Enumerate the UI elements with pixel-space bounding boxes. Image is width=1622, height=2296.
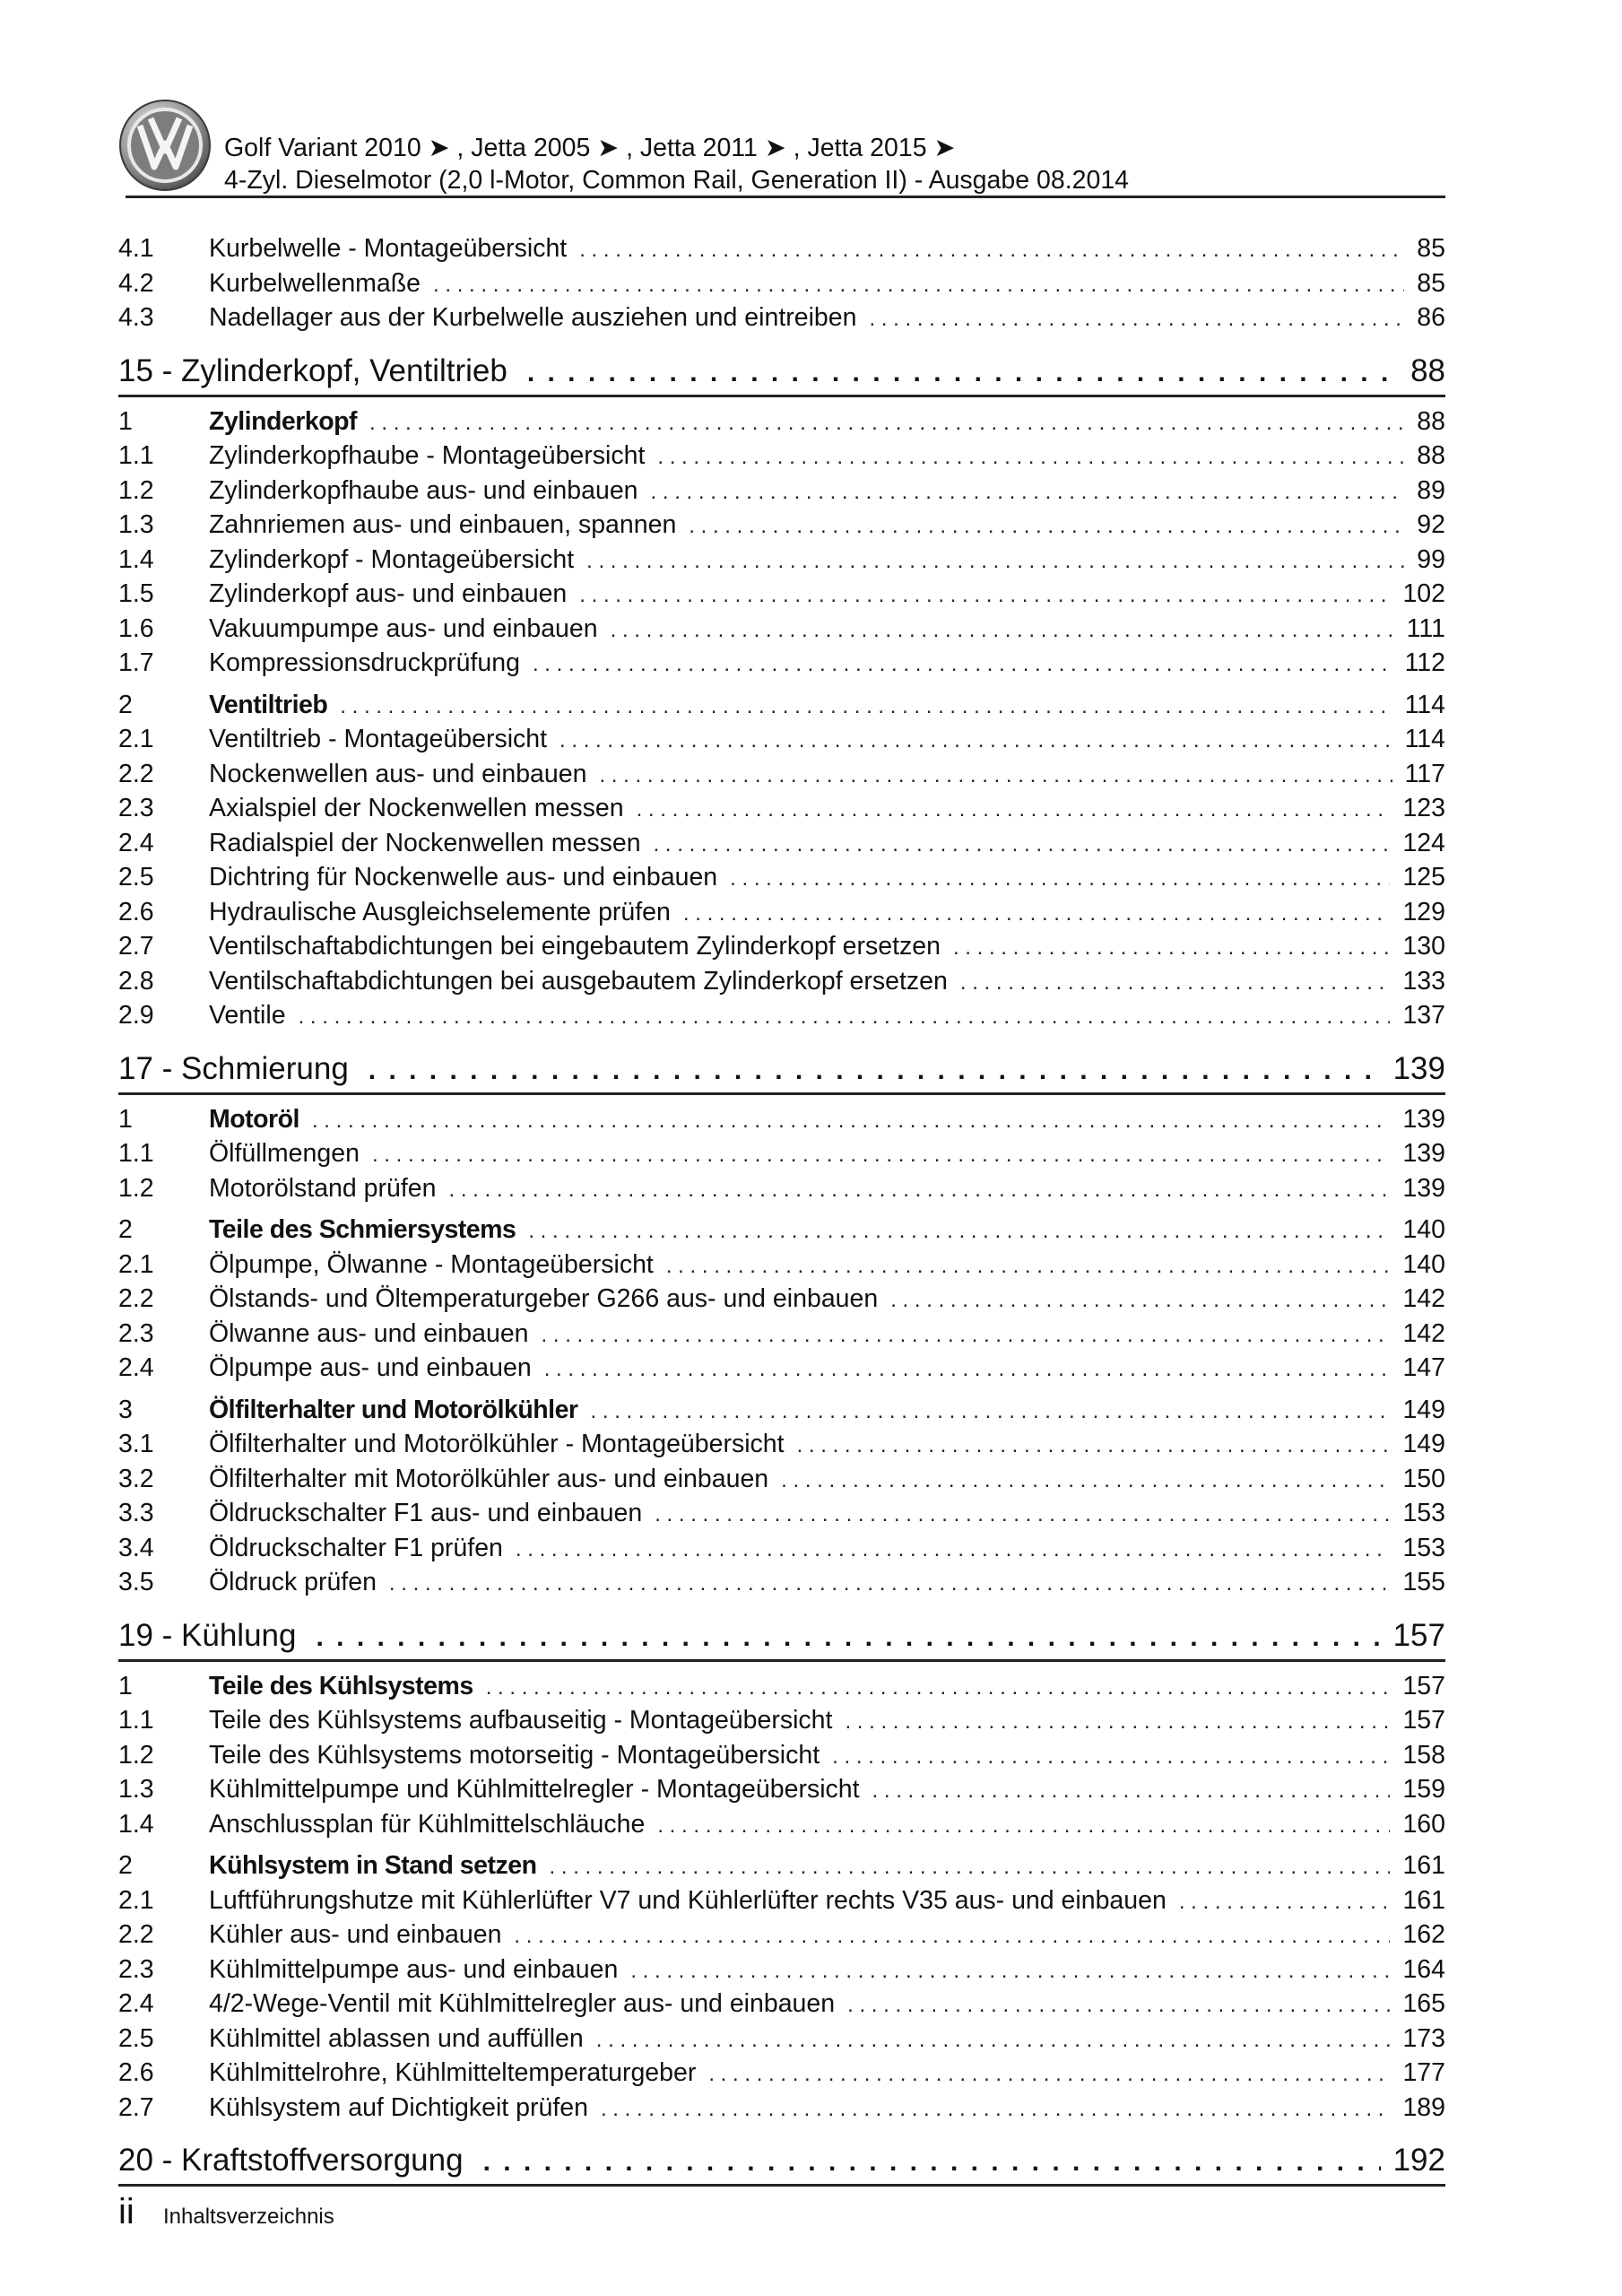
toc-entry-page: 165 (1402, 1989, 1445, 2018)
chapter-page: 192 (1392, 2143, 1445, 2178)
dot-leader (596, 2023, 1391, 2058)
dot-leader (483, 2141, 1381, 2184)
toc-entry-number: 1 (118, 1671, 133, 1700)
toc-entry (118, 1427, 1445, 1462)
dot-leader (312, 1104, 1390, 1139)
toc-entry (118, 1531, 1445, 1566)
toc-entry-title: Kurbelwellenmaße (209, 268, 421, 298)
dot-leader (781, 1464, 1390, 1499)
toc-entry-title: Kühlsystem auf Dichtigkeit prüfen (209, 2092, 588, 2122)
toc-entry-page: 153 (1402, 1533, 1445, 1562)
toc-section (118, 1393, 1445, 1428)
toc-entry-page: 123 (1402, 794, 1445, 822)
toc-entry-page: 86 (1417, 303, 1445, 332)
toc-entry-number: 1.4 (118, 544, 154, 574)
toc-entry-page: 177 (1402, 2058, 1445, 2087)
page-header (118, 99, 1444, 199)
footer-page-number: ii (118, 2192, 134, 2231)
header-vehicle-models: Golf Variant 2010 ➤ , Jetta 2005 ➤ , Jetta 2011 ➤ , Jetta 2015 ➤ (224, 134, 956, 162)
header-divider (126, 196, 1445, 198)
toc-entry-title: Kühlsystem in Stand setzen (209, 1851, 537, 1880)
toc-entry-number: 2.7 (118, 932, 154, 961)
dot-leader (832, 1740, 1390, 1775)
toc-entry-page: 160 (1402, 1809, 1445, 1839)
toc-entry-title: Kühlmittelpumpe und Kühlmittelregler - Montageübersicht (209, 1775, 860, 1804)
toc-entry (118, 860, 1445, 895)
toc-entry-number: 2.7 (118, 2092, 154, 2122)
toc-entry-number: 2 (118, 690, 133, 719)
chapter-page: 88 (1410, 352, 1445, 388)
toc-entry-page: 150 (1402, 1464, 1445, 1493)
toc-entry-number: 2.9 (118, 1001, 154, 1030)
toc-entry-page: 130 (1402, 932, 1445, 961)
chapter-heading (118, 1614, 1445, 1657)
toc-entry-number: 2.8 (118, 966, 154, 996)
dot-leader (601, 2092, 1390, 2127)
dot-leader (559, 724, 1392, 759)
toc-entry (118, 231, 1445, 266)
toc-entry (118, 1317, 1445, 1352)
toc-entry-page: 139 (1402, 1139, 1445, 1168)
toc-entry-page: 164 (1402, 1954, 1445, 1984)
toc-entry-title: Vakuumpumpe aus- und einbauen (209, 613, 598, 643)
dot-leader (486, 1671, 1391, 1706)
table-of-contents (118, 231, 1445, 2192)
toc-section (118, 1848, 1445, 1883)
dot-leader (651, 475, 1405, 510)
dot-leader (340, 690, 1392, 725)
toc-entry-title: Ölfilterhalter mit Motorölkühler aus- und einbauen (209, 1464, 769, 1493)
toc-entry-title: Ölfüllmengen (209, 1139, 360, 1168)
dot-leader (528, 1214, 1390, 1249)
toc-entry-page: 161 (1402, 1885, 1445, 1915)
toc-entry-page: 140 (1402, 1215, 1445, 1244)
toc-entry-number: 1 (118, 1104, 133, 1134)
toc-entry-page: 155 (1402, 1568, 1445, 1596)
toc-entry-title: Zahnriemen aus- und einbauen, spannen (209, 510, 677, 539)
toc-entry-title: Dichtring für Nockenwelle aus- und einbauen (209, 863, 718, 891)
toc-entry-number: 2.2 (118, 1920, 154, 1949)
chapter-heading (118, 1048, 1445, 1091)
toc-entry-title: Motorölstand prüfen (209, 1173, 437, 1203)
toc-entry (118, 1248, 1445, 1283)
toc-entry-title: Öldruckschalter F1 aus- und einbauen (209, 1499, 643, 1527)
chapter-divider (118, 2184, 1445, 2187)
toc-entry-number: 2.6 (118, 897, 154, 926)
toc-entry-page: 88 (1417, 406, 1445, 436)
toc-entry-title: Ventile (209, 1001, 286, 1030)
toc-entry-page: 133 (1402, 966, 1445, 996)
toc-entry-page: 124 (1402, 828, 1445, 857)
toc-entry (118, 1496, 1445, 1531)
toc-entry-page: 85 (1417, 234, 1445, 263)
toc-entry-number: 1.2 (118, 1740, 154, 1770)
footer-label: Inhaltsverzeichnis (163, 2205, 334, 2229)
toc-entry (118, 1987, 1445, 2022)
chapter-title: 20 - Kraftstoffversorgung (118, 2143, 464, 2178)
toc-entry-number: 1.6 (118, 613, 154, 643)
toc-entry (118, 1136, 1445, 1171)
dot-leader (514, 1919, 1390, 1954)
dot-leader (655, 1498, 1390, 1533)
dot-leader (657, 440, 1404, 475)
chapter-heading (118, 2139, 1445, 2182)
dot-leader (708, 2057, 1390, 2092)
toc-entry-title: Hydraulische Ausgleichselemente prüfen (209, 897, 671, 926)
toc-entry-page: 111 (1406, 613, 1445, 643)
toc-entry-number: 2.5 (118, 863, 154, 891)
toc-entry-number: 2 (118, 1851, 133, 1880)
toc-chapter (118, 1614, 1445, 2126)
dot-leader (611, 613, 1394, 648)
dot-leader (579, 578, 1390, 613)
toc-entry (118, 1462, 1445, 1497)
toc-entry-title: Kühlmittelpumpe aus- und einbauen (209, 1954, 619, 1984)
toc-entry-page: 85 (1417, 268, 1445, 298)
toc-entry-number: 3 (118, 1395, 133, 1424)
toc-entry-number: 2.3 (118, 1954, 154, 1984)
dot-leader (533, 648, 1392, 683)
toc-entry-title: Ventiltrieb - Montageübersicht (209, 725, 548, 753)
dot-leader (369, 406, 1404, 441)
dot-leader (869, 302, 1404, 337)
toc-entry-page: 99 (1417, 544, 1445, 574)
toc-entry-title: Kühlmittelrohre, Kühlmitteltemperaturgeber (209, 2058, 697, 2087)
toc-entry-page: 102 (1402, 579, 1445, 608)
toc-entry-title: Teile des Kühlsystems motorseitig - Montageübersicht (209, 1740, 820, 1770)
toc-entry (118, 1883, 1445, 1918)
toc-entry-title: Teile des Kühlsystems aufbauseitig - Montageübersicht (209, 1706, 833, 1735)
toc-entry (118, 474, 1445, 509)
toc-entry-page: 112 (1404, 648, 1445, 677)
toc-entry-title: Nadellager aus der Kurbelwelle ausziehen und eintreiben (209, 303, 857, 332)
vw-logo-icon (118, 99, 212, 192)
dot-leader (654, 828, 1391, 863)
toc-entry-title: Zylinderkopf - Montageübersicht (209, 544, 575, 574)
toc-entry-title: Zylinderkopf (209, 406, 358, 436)
header-engine-edition: 4-Zyl. Dieselmotor (2,0 l-Motor, Common Rail, Generation II) - Ausgabe 08.2014 (224, 166, 1130, 195)
toc-entry (118, 646, 1445, 681)
toc-entry-title: Ölfilterhalter und Motorölkühler - Montageübersicht (209, 1430, 785, 1458)
toc-entry (118, 577, 1445, 612)
toc-entry (118, 612, 1445, 647)
dot-leader (683, 897, 1391, 932)
chapter-divider (118, 1092, 1445, 1095)
toc-entry-title: Ventilschaftabdichtungen bei ausgebautem Zylinderkopf ersetzen (209, 966, 948, 996)
toc-entry-number: 1.3 (118, 510, 154, 539)
dot-leader (542, 1318, 1391, 1353)
dot-leader (433, 268, 1404, 303)
toc-entry (118, 895, 1445, 930)
toc-entry-title: Teile des Kühlsystems (209, 1671, 473, 1700)
dot-leader (730, 862, 1390, 897)
toc-entry-title: Öldruckschalter F1 prüfen (209, 1533, 503, 1562)
toc-entry-number: 1.2 (118, 475, 154, 505)
toc-continued-entries (118, 231, 1445, 335)
toc-entry-number: 1.1 (118, 1706, 154, 1735)
toc-entry-number: 2.5 (118, 2023, 154, 2053)
dot-leader (890, 1283, 1390, 1318)
dot-leader (960, 966, 1391, 1001)
dot-leader (316, 1616, 1380, 1659)
toc-entry-number: 1.1 (118, 1139, 154, 1168)
toc-entry-page: 114 (1404, 690, 1445, 719)
dot-leader (657, 1809, 1390, 1844)
dot-leader (369, 1049, 1381, 1092)
toc-entry (118, 2091, 1445, 2126)
toc-chapters (118, 350, 1445, 2187)
toc-entry-title: Ventilschaftabdichtungen bei eingebautem Zylinderkopf ersetzen (209, 932, 941, 961)
toc-entry-number: 2.2 (118, 1284, 154, 1313)
toc-entry-page: 161 (1402, 1851, 1445, 1880)
chapter-heading (118, 350, 1445, 393)
toc-entry-number: 1.7 (118, 648, 154, 677)
toc-entry-title: Ölstands- und Öltemperaturgeber G266 aus- und einbauen (209, 1284, 879, 1313)
chapter-title: 15 - Zylinderkopf, Ventiltrieb (118, 352, 507, 388)
toc-entry-page: 125 (1402, 863, 1445, 891)
dot-leader (630, 1954, 1390, 1989)
toc-entry (118, 508, 1445, 543)
toc-entry-title: Ölfilterhalter und Motorölkühler (209, 1395, 578, 1424)
chapter-title: 17 - Schmierung (118, 1050, 349, 1086)
dot-leader (299, 1000, 1391, 1035)
toc-entry (118, 2022, 1445, 2057)
dot-leader (372, 1138, 1391, 1173)
toc-entry-number: 4.2 (118, 268, 154, 298)
toc-entry (118, 722, 1445, 757)
dot-leader (599, 759, 1392, 794)
toc-entry-page: 140 (1402, 1249, 1445, 1279)
dot-leader (953, 931, 1390, 966)
toc-entry (118, 1952, 1445, 1987)
toc-entry-number: 2.1 (118, 725, 154, 753)
toc-entry (118, 1772, 1445, 1807)
toc-section (118, 688, 1445, 723)
toc-entry-number: 3.4 (118, 1533, 154, 1562)
toc-entry-title: Kühler aus- und einbauen (209, 1920, 502, 1949)
toc-entry-number: 2.4 (118, 1353, 154, 1382)
toc-entry (118, 1171, 1445, 1206)
toc-entry-number: 2.1 (118, 1885, 154, 1915)
toc-section (118, 1669, 1445, 1704)
dot-leader (845, 1705, 1390, 1740)
toc-entry-number: 2 (118, 1215, 133, 1244)
toc-entry-number: 4.3 (118, 303, 154, 332)
toc-entry-number: 1 (118, 406, 133, 436)
toc-entry (118, 998, 1445, 1033)
toc-entry-page: 173 (1402, 2023, 1445, 2053)
toc-entry (118, 1807, 1445, 1842)
chapter-entries (118, 1102, 1445, 1600)
chapter-page: 139 (1392, 1050, 1445, 1086)
toc-entry-page: 162 (1402, 1920, 1445, 1949)
dot-leader (516, 1533, 1391, 1568)
toc-entry (118, 1565, 1445, 1600)
toc-entry (118, 2056, 1445, 2091)
toc-entry (118, 964, 1445, 999)
toc-entry-title: Ölpumpe, Ölwanne - Montageübersicht (209, 1249, 654, 1279)
toc-entry-number: 3.5 (118, 1568, 154, 1596)
toc-entry-number: 1.1 (118, 441, 154, 470)
dot-leader (591, 1395, 1391, 1430)
toc-entry (118, 300, 1445, 335)
dot-leader (666, 1249, 1391, 1284)
toc-entry-number: 2.2 (118, 759, 154, 788)
chapter-divider (118, 1659, 1445, 1662)
toc-entry (118, 791, 1445, 826)
toc-entry (118, 1282, 1445, 1317)
toc-entry-title: Zylinderkopfhaube aus- und einbauen (209, 475, 638, 505)
toc-entry-title: Kurbelwelle - Montageübersicht (209, 234, 568, 263)
toc-entry-number: 2.3 (118, 794, 154, 822)
toc-entry-title: Öldruck prüfen (209, 1568, 377, 1596)
chapter-entries (118, 1669, 1445, 2126)
toc-entry-title: Radialspiel der Nockenwellen messen (209, 828, 641, 857)
toc-entry-title: Ölpumpe aus- und einbauen (209, 1353, 532, 1382)
toc-entry-number: 3.1 (118, 1430, 154, 1458)
toc-entry-number: 1.2 (118, 1173, 154, 1203)
toc-entry-number: 4.1 (118, 234, 154, 263)
toc-entry-page: 153 (1402, 1499, 1445, 1527)
toc-entry-title: Ventiltrieb (209, 690, 328, 719)
toc-entry-page: 149 (1402, 1430, 1445, 1458)
toc-chapter (118, 2139, 1445, 2187)
chapter-divider (118, 395, 1445, 397)
dot-leader (389, 1567, 1391, 1602)
dot-leader (579, 233, 1404, 268)
toc-entry-title: Motoröl (209, 1104, 299, 1134)
toc-entry-title: Ölwanne aus- und einbauen (209, 1318, 529, 1348)
toc-entry-number: 2.6 (118, 2058, 154, 2087)
toc-entry-title: Luftführungshutze mit Kühlerlüfter V7 und Kühlerlüfter rechts V35 aus- und einbauen (209, 1885, 1167, 1915)
toc-entry-number: 1.5 (118, 579, 154, 608)
toc-entry (118, 1738, 1445, 1773)
toc-entry-number: 2.4 (118, 1989, 154, 2018)
toc-entry-page: 139 (1402, 1104, 1445, 1134)
dot-leader (847, 1988, 1390, 2023)
toc-entry-number: 2.1 (118, 1249, 154, 1279)
dot-leader (544, 1352, 1391, 1387)
toc-entry (118, 439, 1445, 474)
toc-entry-title: Teile des Schmiersystems (209, 1215, 516, 1244)
toc-entry-title: 4/2-Wege-Ventil mit Kühlmittelregler aus- und einbauen (209, 1989, 836, 2018)
toc-entry-page: 92 (1417, 510, 1445, 539)
toc-section (118, 404, 1445, 439)
toc-entry (118, 757, 1445, 792)
toc-section (118, 1102, 1445, 1137)
toc-entry (118, 1918, 1445, 1952)
toc-entry-page: 114 (1404, 725, 1445, 753)
toc-entry-page: 137 (1402, 1001, 1445, 1030)
toc-entry (118, 266, 1445, 301)
toc-entry-page: 189 (1402, 2092, 1445, 2122)
toc-entry-title: Axialspiel der Nockenwellen messen (209, 794, 624, 822)
toc-entry (118, 543, 1445, 578)
toc-entry (118, 1703, 1445, 1738)
toc-entry-title: Anschlussplan für Kühlmittelschläuche (209, 1809, 646, 1839)
toc-entry-page: 89 (1417, 475, 1445, 505)
toc-entry (118, 826, 1445, 861)
toc-entry-page: 158 (1402, 1740, 1445, 1770)
toc-entry-page: 159 (1402, 1775, 1445, 1804)
toc-entry-title: Kühlmittel ablassen und auffüllen (209, 2023, 584, 2053)
toc-entry-page: 149 (1402, 1395, 1445, 1424)
dot-leader (689, 509, 1404, 544)
toc-entry-number: 1.4 (118, 1809, 154, 1839)
dot-leader (872, 1774, 1391, 1809)
dot-leader (550, 1850, 1391, 1885)
toc-section (118, 1213, 1445, 1248)
toc-chapter (118, 350, 1445, 1033)
toc-entry-number: 3.2 (118, 1464, 154, 1493)
toc-entry-page: 157 (1402, 1671, 1445, 1700)
toc-entry-number: 1.3 (118, 1775, 154, 1804)
chapter-title: 19 - Kühlung (118, 1617, 297, 1653)
toc-chapter (118, 1048, 1445, 1600)
toc-entry-page: 129 (1402, 897, 1445, 926)
toc-entry-number: 3.3 (118, 1499, 154, 1527)
toc-entry-title: Zylinderkopfhaube - Montageübersicht (209, 441, 646, 470)
toc-entry-page: 157 (1402, 1706, 1445, 1735)
toc-entry-number: 2.3 (118, 1318, 154, 1348)
dot-leader (1179, 1885, 1391, 1920)
dot-leader (527, 352, 1398, 395)
toc-entry-page: 88 (1417, 441, 1445, 470)
toc-entry-title: Kompressionsdruckprüfung (209, 648, 520, 677)
toc-entry-title: Zylinderkopf aus- und einbauen (209, 579, 568, 608)
dot-leader (448, 1173, 1390, 1208)
dot-leader (586, 544, 1404, 579)
toc-entry-number: 2.4 (118, 828, 154, 857)
toc-entry-title: Nockenwellen aus- und einbauen (209, 759, 587, 788)
toc-entry-page: 142 (1402, 1284, 1445, 1313)
toc-entry-page: 139 (1402, 1173, 1445, 1203)
chapter-page: 157 (1392, 1617, 1445, 1653)
toc-entry-page: 147 (1402, 1353, 1445, 1382)
dot-leader (797, 1429, 1391, 1464)
toc-entry-page: 142 (1402, 1318, 1445, 1348)
toc-entry (118, 1351, 1445, 1386)
dot-leader (637, 793, 1391, 828)
toc-entry (118, 929, 1445, 964)
toc-entry-page: 117 (1404, 759, 1445, 788)
chapter-entries (118, 404, 1445, 1033)
